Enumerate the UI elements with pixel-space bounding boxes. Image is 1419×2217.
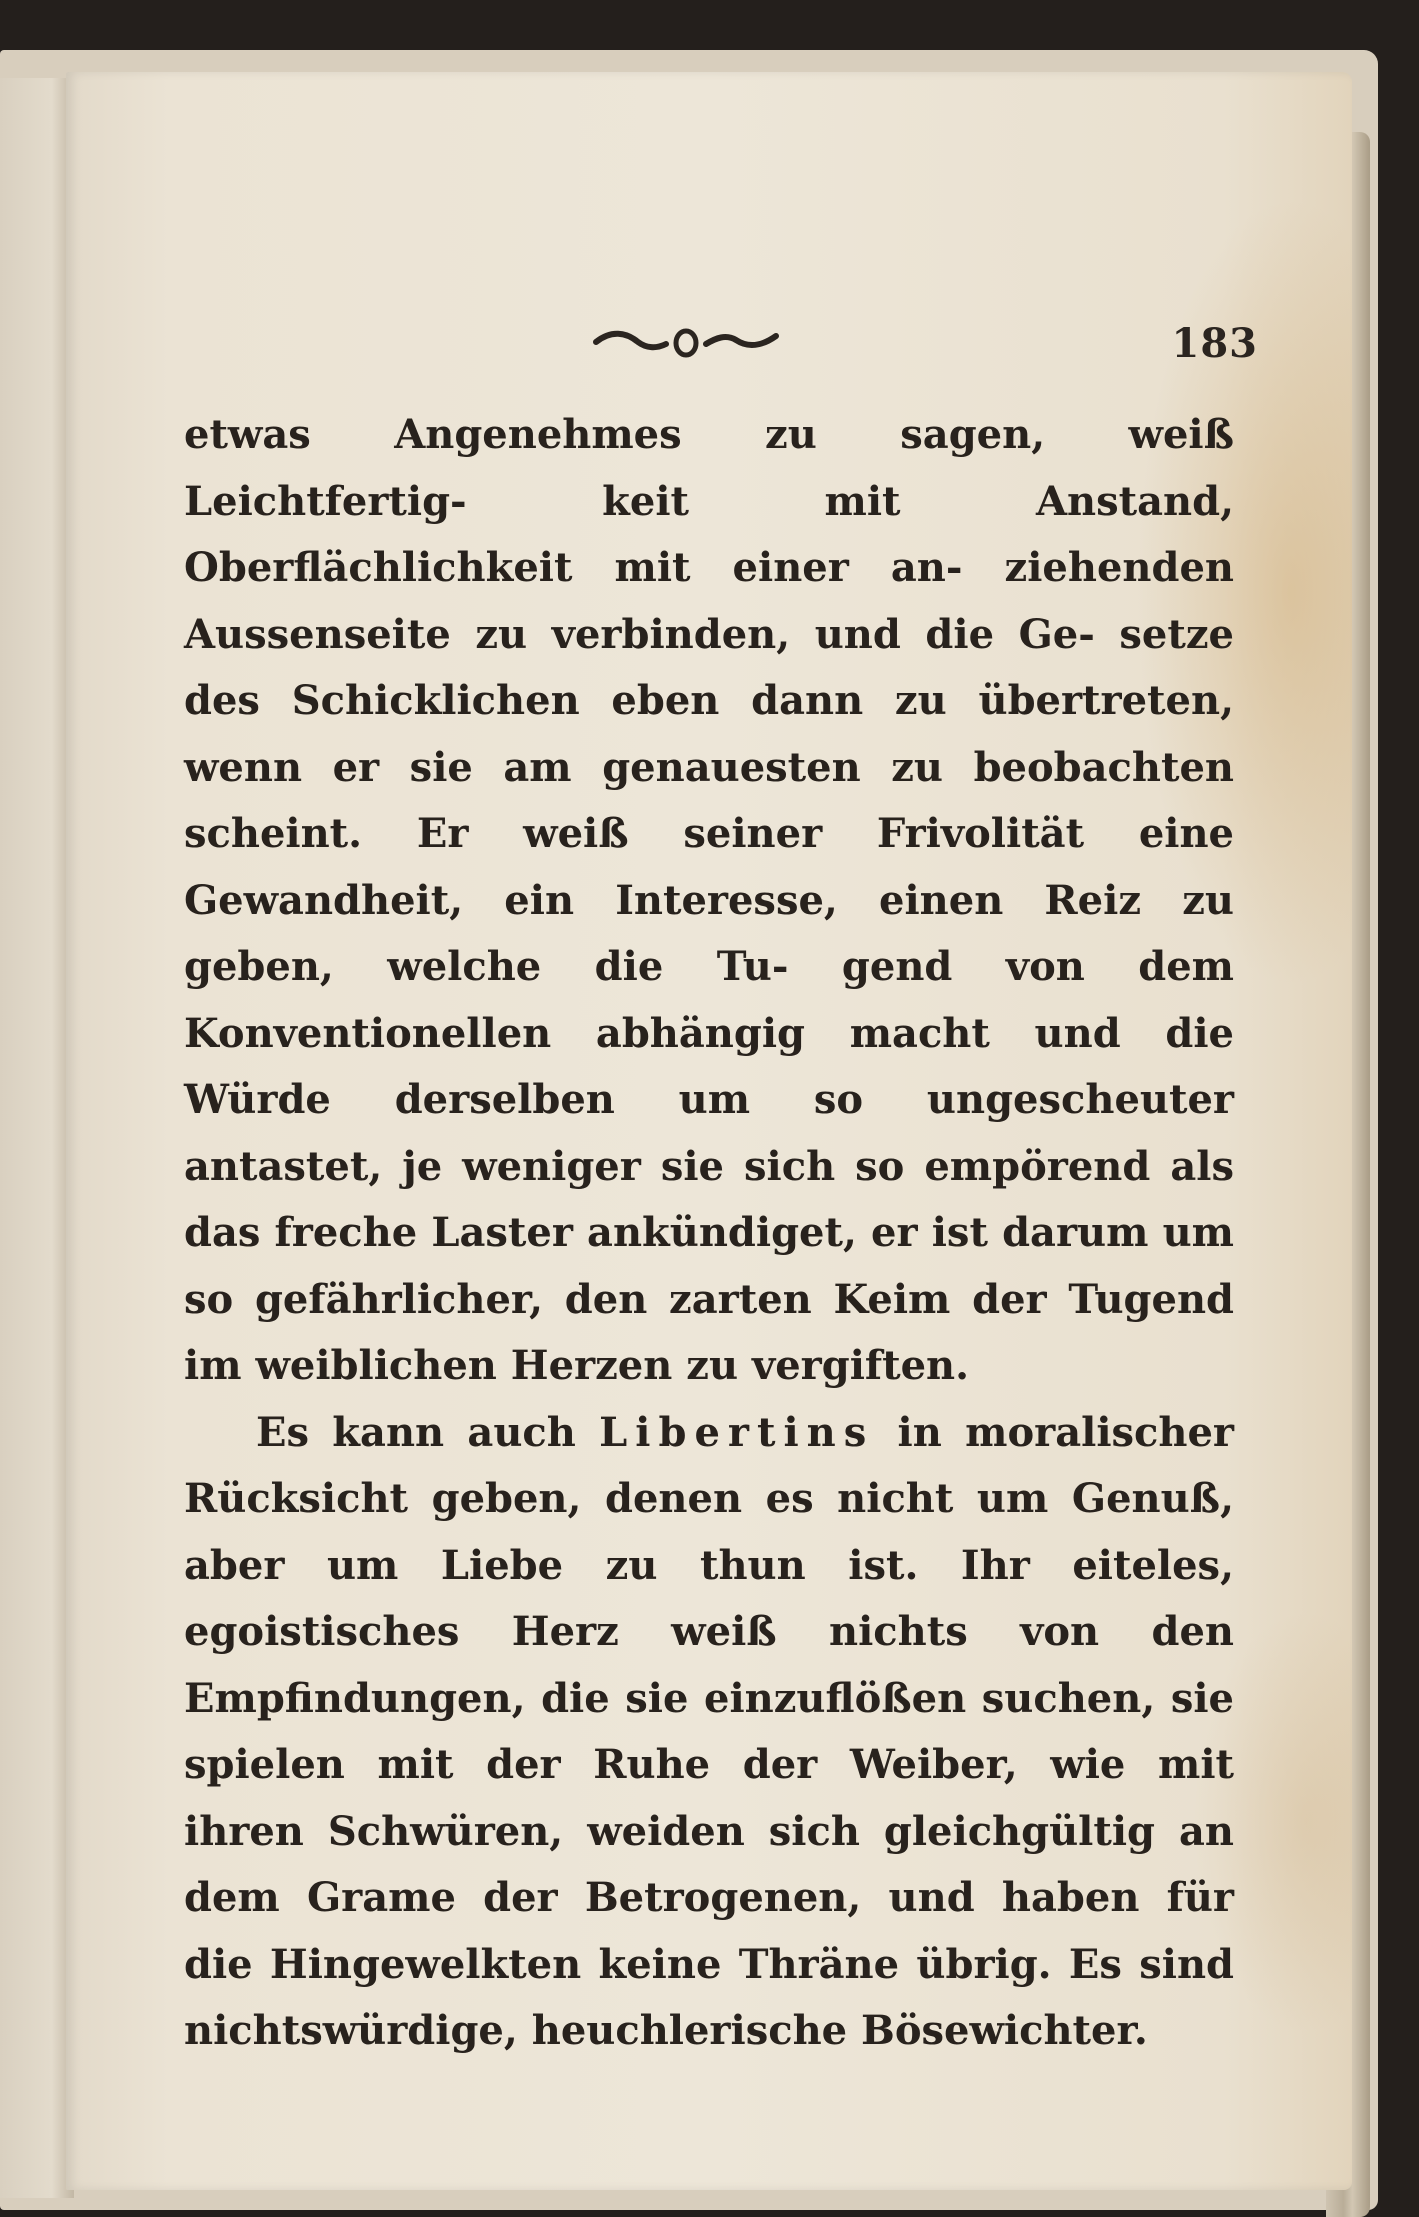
paragraph-text: Es kann auch bbox=[256, 1408, 600, 1456]
paragraph-text: in moralischer Rücksicht geben, denen es nicht um Genuß, aber um Liebe zu thun ist. Ihr eiteles, egoistisches Herz weiß nichts von den Empfindungen, die sie einzuflößen suchen, sie spielen mit der Ruhe der Weiber, wie mit ihren Schwüren, weiden sich gleichgültig an dem Grame der Betrogenen, und haben für die Hingewelkten keine Thräne übrig. Es sind nichtswürdige, heuchlerische Bösewichter. bbox=[184, 1408, 1234, 2054]
paragraph-text: etwas Angenehmes zu sagen, weiß Leichtfertig- keit mit Anstand, Oberflächlichkeit mit einer an- ziehenden Aussenseite zu verbinden, und die Ge- setze des Schicklichen eben dann zu übertreten, wenn er sie am genauesten zu beobachten scheint. Er weiß seiner Frivolität eine Gewandheit, ein Interesse, einen Reiz zu geben, welche die Tu- gend von dem Konventionellen abhängig macht und die Würde derselben um so ungescheuter antastet, je weniger sie sich so empörend als das freche Laster ankündiget, er ist darum um so gefährlicher, den zarten Keim der Tugend im weiblichen Herzen zu vergiften. bbox=[184, 411, 1234, 1389]
spaced-emphasis-word: Libertins bbox=[599, 1408, 875, 1456]
book-page bbox=[66, 72, 1352, 2190]
ornament-icon bbox=[586, 316, 786, 366]
paragraph bbox=[184, 402, 1234, 1400]
body-text bbox=[184, 402, 1234, 2065]
paragraph bbox=[184, 1400, 1234, 2065]
page-number: 183 bbox=[1171, 320, 1258, 367]
left-page-edge bbox=[0, 78, 74, 2198]
page-header bbox=[66, 316, 1352, 376]
